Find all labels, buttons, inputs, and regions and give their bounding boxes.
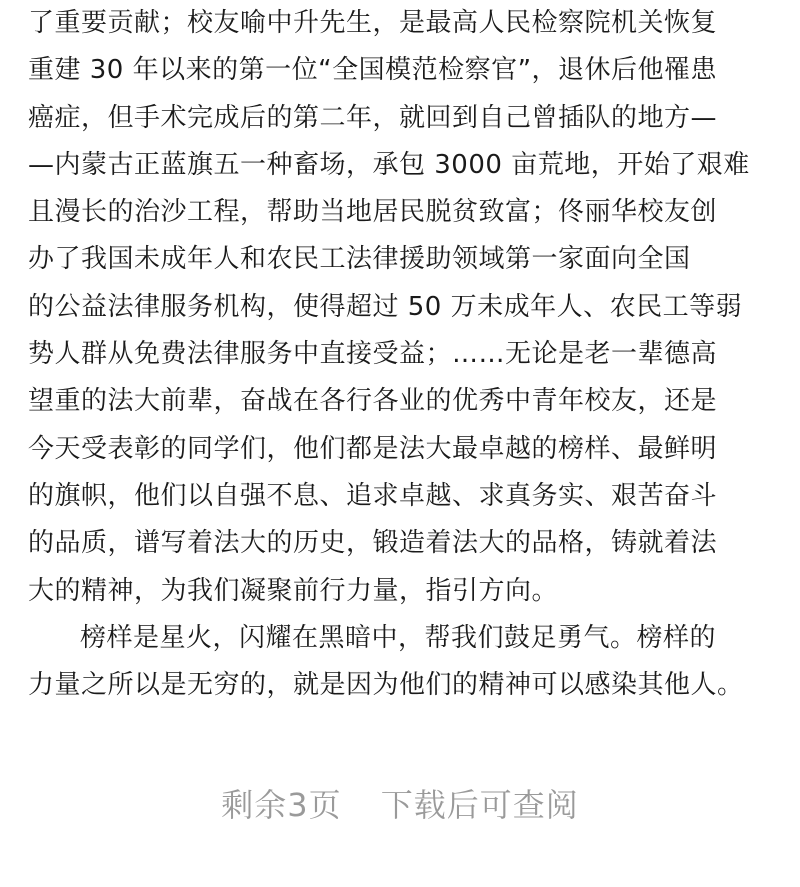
text-line: 的旗帜，他们以自强不息、追求卓越、求真务实、艰苦奋斗: [28, 480, 718, 511]
download-prompt[interactable]: [0, 780, 800, 826]
text-line: 榜样是星火，闪耀在黑暗中，帮我们鼓足勇气。榜样的: [80, 622, 717, 653]
text-line: —内蒙古正蓝旗五一种畜场，承包 3000 亩荒地，开始了艰难: [28, 149, 750, 180]
remaining-pages-label[interactable]: 剩余3页: [221, 786, 342, 824]
text-line: 的品质，谱写着法大的历史，锻造着法大的品格，铸就着法: [28, 528, 718, 559]
text-line: 大的精神，为我们凝聚前行力量，指引方向。: [28, 575, 559, 606]
text-line: 了重要贡献；校友喻中升先生，是最高人民检察院机关恢复: [28, 8, 718, 38]
download-to-view-label[interactable]: 下载后可查阅: [380, 786, 579, 824]
text-line: 势人群从免费法律服务中直接受益；……无论是老一辈德高: [28, 339, 718, 370]
text-line: 重建 30 年以来的第一位“全国模范检察官”，退休后他罹患: [28, 55, 718, 86]
text-line: 办了我国未成年人和农民工法律援助领域第一家面向全国: [28, 244, 691, 275]
text-line: 今天受表彰的同学们，他们都是法大最卓越的榜样、最鲜明: [28, 433, 718, 464]
text-line: 癌症，但手术完成后的第二年，就回到自己曾插队的地方—: [28, 102, 718, 133]
text-line: 的公益法律服务机构，使得超过 50 万未成年人、农民工等弱: [28, 291, 743, 322]
text-line: 且漫长的治沙工程，帮助当地居民脱贫致富；佟丽华校友创: [28, 197, 718, 228]
text-line: 望重的法大前辈，奋战在各行各业的优秀中青年校友，还是: [28, 386, 718, 417]
document-body: [28, 0, 778, 709]
text-line: 力量之所以是无穷的，就是因为他们的精神可以感染其他人。: [28, 670, 744, 701]
